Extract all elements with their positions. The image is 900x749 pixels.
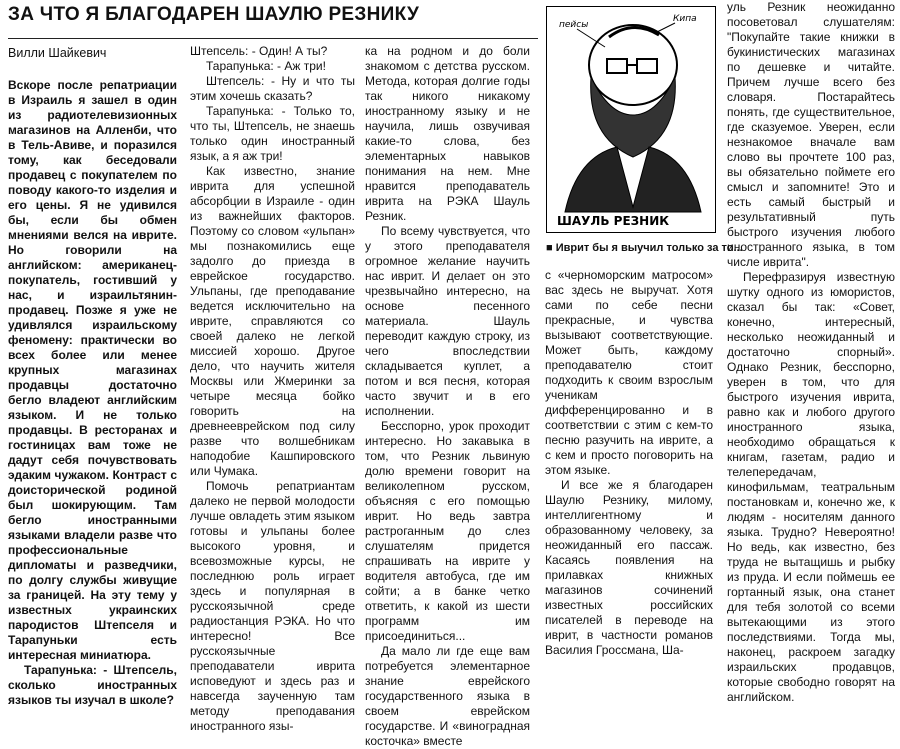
paragraph: ка на родном и до боли знакомом с детства русском. Метода, которая долгие годы так никого никакому иностранному языку и не научила, лишь озвучивая какие-то слова, без элементарных навыков понимания на нем. Мне нравится преподаватель иврита на РЭКА Шауль Резник. (365, 44, 530, 223)
article-title: ЗА ЧТО Я БЛАГОДАРЕН ШАУЛЮ РЕЗНИКУ (8, 4, 420, 25)
column-4 (545, 268, 713, 657)
column-2 (190, 44, 355, 733)
paragraph: Как известно, знание иврита для успешной абсорбции в Израиле - один из важнейших факторов. Поэтому со словом «ульпан» мы познакомились еще задолго до приезда в еврейское государство. Ульпаны, где преподавание ведется исключительно на иврите, справляются со своей далеко не легкой миссией хорошо. Другое дело, что научить жителя Москвы или Жмеринки за четыре месяца бойко говорить на древнееврейском под силу разве что волшебникам наподобие Кашпировского или Чумака. (190, 164, 355, 478)
label-left: пейсы (559, 20, 589, 30)
paragraph: Штепсель: - Один! А ты? (190, 44, 328, 58)
paragraph: с «черноморским матросом» вас здесь не выручат. Хотя сами по себе песни прекрасные, и чувства вызывают соответствующие. Может быть, каждому преподавателю стоит подходить к своим взрослым ученикам дифференцированно и в соответствии с этим с кем-то песню разучить на иврите, а с кем и просто поговорить на этом языке. (545, 268, 713, 477)
author-byline: Вилли Шайкевич (8, 46, 107, 60)
column-5 (727, 0, 895, 704)
label-right: Кипа (673, 14, 697, 24)
title-divider (8, 38, 538, 39)
paragraph: Перефразируя известную шутку одного из юмористов, сказал бы так: «Совет, конечно, интересный, несколько неожиданный и достаточно спорный». Однако Резник, бесспорно, уверен в том, что для быстрого изучения иврита, равно как и любого другого иностранного языка, необходимо обращаться к книгам, газетам, радио и телепередачам, кинофильмам, театральным постановкам и, конечно же, к людям - носителям данного языка. Трудно? Невероятно! Но ведь, как известно, без труда не вытащишь и рыбку из пруда. И если поймешь ее гортанный язык, она станет для тебя золотой со всеми вытекающими из этого последствиями. Тогда мы, наконец, раскроем загадку израильских продавцов, которые свободно говорят на английском. (727, 270, 895, 704)
caricature-illustration (547, 7, 715, 232)
paragraph: Штепсель: - Ну и что ты этим хочешь сказать? (190, 74, 355, 103)
paragraph: Вскоре после репатриации в Израиль я зашел в один из радиотелевизионных магазинов на Алленби, что в Тель-Авиве, и поразился тому, как беседовали продавец с покупателем по поводу какого-то изделия и его цены. Я не удивился бы, если бы обмен мнениями велся на иврите. Но говорили на английском: американец-покупатель, гостивший у нас, и израильтянин-продавец. Позже я уже не удивлялся израильскому феномену: практически во всех более или менее крупных магазинах продавцы достаточно бегло владеют английским языком. И не только продавцы. В ресторанах и гостиницах вам тоже не дадут себя почувствовать эдаким чужаком. Контраст с доисторической родиной был шокирующим. Там бегло иностранными языками владели разве что профессиональные дипломаты и разведчики, по долгу службы живущие за границей. На эту тему у известных украинских пародистов Штепселя и Тарапуньки есть интересная миниатюра. (8, 78, 177, 662)
paragraph: уль Резник неожиданно посоветовал слушателям: "Покупайте такие книжки в букинистических магазинах по дешевке и читайте. Причем лучше всего без словаря. Постарайтесь понять, где существительное, где сказуемое. Уверен, если незнакомое вначале вам слово вы прочтете 100 раз, вы обязательно поймете его смысл и запомните! Это и есть самый быстрый и результативный путь быстрого изучения любого иностранного языка, в том числе иврита". (727, 0, 895, 269)
paragraph: Тарапунька: - Только то, что ты, Штепсель, не знаешь только один иностранный язык, а я аж три! (190, 104, 355, 163)
paragraph: Бесспорно, урок проходит интересно. Но закавыка в том, что Резник львиную долю времени говорит на великолепном русском, объясняя с его помощью иврит. Но ведь завтра растроганным до слез слушателям придется спрашивать на иврите у водителя автобуса, где им сойти; а в банке четко ответить, к какой из шести программ им присоединиться... (365, 419, 530, 643)
paragraph: По всему чувствуется, что у этого преподавателя огромное желание научить нас иврит. И делает он это чрезвычайно интересно, на основе песенного материала. Шауль переводит каждую строку, из чего впоследствии складывается куплет, а потом и вся песня, которая часто звучит и в его исполнении. (365, 224, 530, 418)
figure-caption: ■ Иврит бы я выучил только за то... (546, 242, 743, 254)
signature: ШАУЛЬ РЕЗНИК (557, 214, 670, 228)
paragraph: Помочь репатриантам далеко не первой молодости лучше овладеть этим языком готовы и ульпаны более высокого уровня, и всевозможные курсы, не последнюю роль играет здесь и популярная в русскоязычной среде радиостанция РЭКА. Но что интересно! Все русскоязычные преподаватели иврита исповедуют и здесь раз и навсегда заученную там методу преподавания иностранного язы- (190, 479, 355, 733)
caricature-drawing (546, 6, 716, 233)
paragraph: Тарапунька: - Аж три! (206, 59, 326, 73)
column-3 (365, 44, 530, 748)
paragraph: Тарапунька: - Штепсель, сколько иностранных языков ты изучал в школе? (8, 663, 177, 707)
column-1 (8, 78, 177, 707)
paragraph: Да мало ли где еще вам потребуется элементарное знание еврейского государственного языка в своем еврейском государстве. И «виноградная косточка» вместе (365, 644, 530, 748)
paragraph: И все же я благодарен Шаулю Резнику, милому, интеллигентному и образованному человеку, за неожиданный его пассаж. Касаясь появления на прилавках книжных магазинов сочинений известных российских писателей в переводе на иврит, в частности романов Василия Гроссмана, Ша- (545, 478, 713, 657)
